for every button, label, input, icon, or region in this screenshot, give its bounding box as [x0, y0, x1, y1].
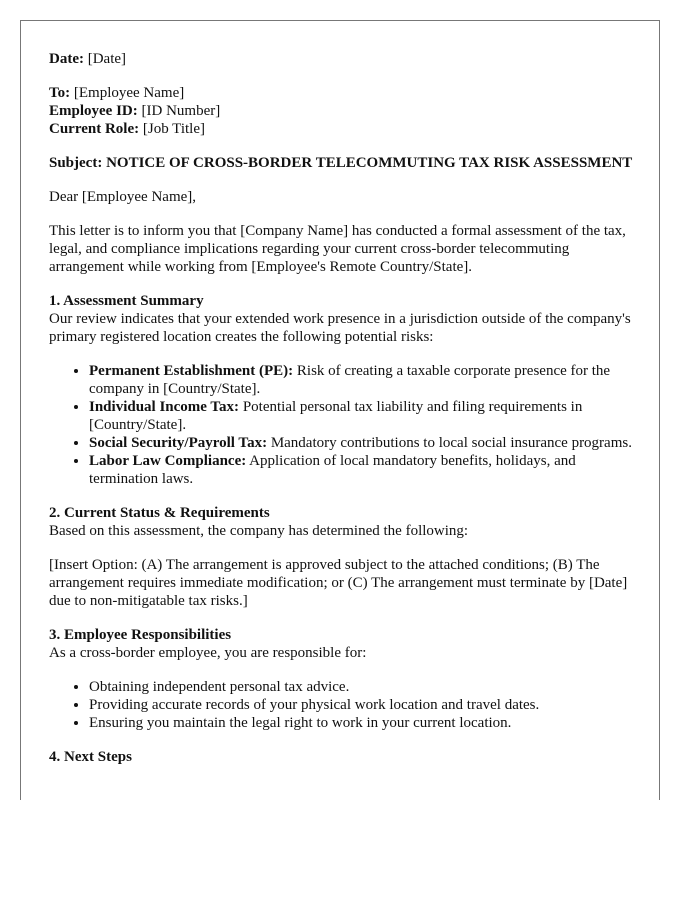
letter-page — [20, 20, 660, 800]
responsibility-item: • Obtaining independent personal tax advice. — [89, 678, 633, 696]
section-next-steps — [49, 748, 633, 766]
section1-text: Our review indicates that your extended work presence in a jurisdiction outside of the company's primary registered location creates the following potential risks: — [49, 311, 631, 345]
risk-desc: Risk of creating a taxable corporate presence for the company in [Country/State]. — [89, 363, 611, 397]
section3-text: As a cross-border employee, you are responsible for: — [49, 645, 367, 661]
employee-id-label: Employee ID: — [49, 103, 138, 119]
employee-id-line — [49, 102, 633, 120]
subject-line — [49, 154, 633, 172]
risks-list — [49, 362, 633, 488]
risk-term: Permanent Establishment (PE): — [89, 363, 294, 379]
section-employee-responsibilities — [49, 626, 633, 732]
risk-desc: Potential personal tax liability and filing requirements in [Country/State]. — [89, 399, 583, 433]
section-current-status — [49, 504, 633, 610]
risk-item — [89, 362, 633, 398]
section2-text: Based on this assessment, the company has determined the following: — [49, 523, 469, 539]
subject-label: Subject: — [49, 155, 103, 171]
risk-term: Individual Income Tax: — [89, 399, 240, 415]
responsibility-item: • Providing accurate records of your physical work location and travel dates. — [89, 696, 633, 714]
responsibility-item: • Ensuring you maintain the legal right to work in your current location. — [89, 714, 633, 732]
risk-desc: Application of local mandatory benefits, holidays, and termination laws. — [89, 453, 576, 487]
current-role-value: [Job Title] — [142, 121, 205, 137]
risk-item — [89, 452, 633, 488]
date-label: Date: — [49, 51, 84, 67]
salutation: Dear [Employee Name], — [49, 189, 197, 205]
date-value: [Date] — [87, 51, 127, 67]
current-role-label: Current Role: — [49, 121, 140, 137]
section-assessment-summary — [49, 292, 633, 488]
to-value: [Employee Name] — [73, 85, 185, 101]
section2-options: [Insert Option: (A) The arrangement is approved subject to the attached conditions; (B) The arrangement requires immediate modification; or (C) The arrangement must terminate by [Date] due to non-mitigatable tax risks.] — [49, 557, 628, 609]
section2-heading: 2. Current Status & Requirements — [49, 505, 270, 521]
intro-paragraph: This letter is to inform you that [Company Name] has conducted a formal assessment of the tax, legal, and compliance implications regarding your current cross-border telecommuting arrangement while working from [Employee's Remote Country/State]. — [49, 223, 626, 275]
risk-item — [89, 398, 633, 434]
recipient-block — [49, 84, 633, 138]
section4-heading: 4. Next Steps — [49, 749, 132, 765]
risk-term: Social Security/Payroll Tax: — [89, 435, 268, 451]
to-label: To: — [49, 85, 71, 101]
employee-id-value: [ID Number] — [141, 103, 221, 119]
subject-text: NOTICE OF CROSS-BORDER TELECOMMUTING TAX RISK ASSESSMENT — [106, 155, 633, 171]
risk-desc: Mandatory contributions to local social insurance programs. — [267, 435, 632, 451]
section3-heading: 3. Employee Responsibilities — [49, 627, 232, 643]
risk-item — [89, 434, 633, 452]
responsibilities-list — [49, 678, 633, 732]
section1-heading: 1. Assessment Summary — [49, 293, 204, 309]
current-role-line — [49, 120, 633, 138]
date-line — [49, 50, 633, 68]
risk-term: Labor Law Compliance: — [89, 453, 247, 469]
to-line — [49, 84, 633, 102]
